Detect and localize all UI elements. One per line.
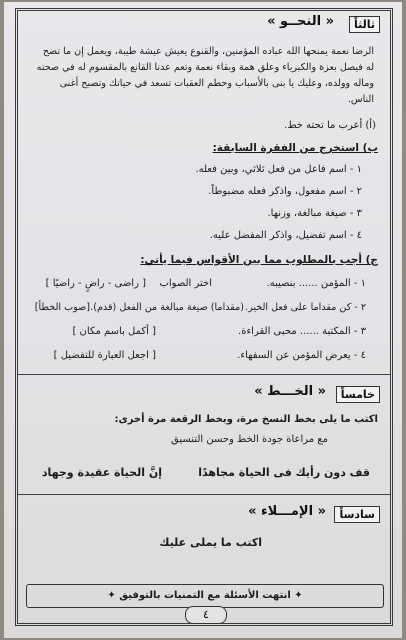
- question-c-task: اختر الصواب: [159, 278, 212, 289]
- section-title-dictation: « الإمـــلاء »: [248, 504, 326, 519]
- question-c-options: [ أكمل باسم مكان ]: [72, 326, 156, 337]
- star-icon: ✦: [294, 590, 303, 601]
- question-b-item: ١ - اسم فاعل من فعل ثلاثي، وبين فعله.: [195, 164, 362, 175]
- question-c-sentence: ٤ - يعرض المؤمن عن السفهاء.: [237, 350, 366, 361]
- section-title-handwriting: « الخـــط »: [254, 384, 326, 399]
- question-c-label: ج) أجب بالمطلوب مما بين الأقواس فيما يأتي:: [140, 254, 378, 266]
- section-title-grammar: « النحــو »: [267, 14, 334, 29]
- dictation-instruction: اكتب ما يملى عليك: [159, 536, 262, 549]
- section-label-handwriting: خامساً: [336, 386, 380, 403]
- handwriting-phrase: قف دون رأيك فى الحياة مجاهدًا: [198, 466, 370, 479]
- section-label-grammar: ثالثاً: [349, 16, 380, 33]
- section-label-dictation: سادساً: [334, 506, 380, 523]
- handwriting-phrase: إنَّ الحياة عقيدة وجهاد: [41, 466, 162, 479]
- page-number: ٤: [185, 606, 227, 624]
- handwriting-note: مع مراعاة جودة الخط وحسن التنسيق: [171, 434, 328, 445]
- question-c-task: (مقداما) صيغة مبالغة من الفعل (قدم).: [90, 302, 244, 313]
- question-c-sentence: ٣ - المكتبة ...... محبى القراءة.: [238, 326, 366, 337]
- question-b-label: ب) استخرج من الفقرة السابقة:: [212, 142, 378, 154]
- question-c-options: [ اجعل العبارة للتفضيل ]: [53, 350, 156, 361]
- question-c-options: [صوب الخطأ]: [34, 302, 90, 313]
- question-b-item: ٣ - صيغة مبالغة، وزنها.: [267, 208, 362, 219]
- section-divider: [18, 374, 390, 375]
- question-b-item: ٤ - اسم تفضيل، واذكر المفضل عليه.: [209, 230, 362, 241]
- footer-text: انتهت الأسئلة مع التمنيات بالتوفيق: [119, 590, 291, 601]
- question-c-sentence: ٢ - كن مقداما على فعل الخير.: [245, 302, 366, 313]
- footer-banner: [26, 584, 384, 608]
- handwriting-instruction: اكتب ما يلى بخط النسخ مرة، وبخط الرقعة مرة أخرى:: [114, 414, 378, 425]
- question-c-sentence: ١ - المؤمن ...... بنصيبه.: [266, 278, 366, 289]
- question-a: (أ) أعرب ما تحته خط.: [284, 120, 376, 131]
- section-divider: [18, 494, 390, 495]
- exam-paper: [4, 2, 402, 638]
- question-c-options: [ راضى - راضٍ - راضيًا ]: [45, 278, 146, 289]
- question-b-item: ٢ - اسم مفعول، واذكر فعله مضبوطاً.: [208, 186, 362, 197]
- star-icon: ✦: [107, 590, 116, 601]
- reading-passage: الرضا نعمة يمنحها الله عباده المؤمنين، والقنوع يعيش عيشة طيبة، ويعمل إن ما تضح له فيصل بعزة والكبرياء وعلق همة وبقاء نعمة وتعم عدنا القانع بالمقسوم له في صحته وماله وولده، وعليك يا بنى بالأسباب وحطم العقبات تسعد في حياتك وتصبح أغنى الناس.: [36, 46, 374, 105]
